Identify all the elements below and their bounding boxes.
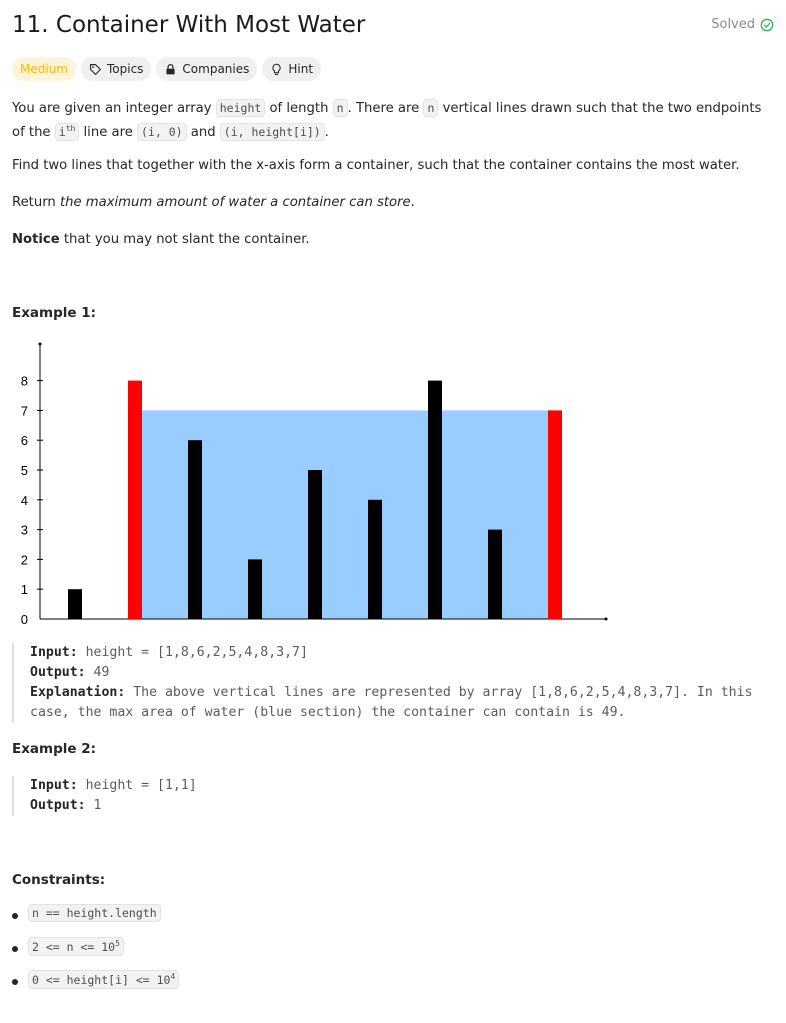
y-tick-label: 0	[20, 612, 28, 626]
bar	[368, 500, 382, 619]
description-paragraph-1: You are given an integer array height of length n . There are n vertical lines drawn such that the two endpoints of the $i^{th}$ line are (i, 0) and (i, height[i]) .	[12, 101, 762, 140]
y-axis-arrow	[39, 343, 42, 346]
check-circle-icon	[760, 18, 774, 32]
bar	[488, 530, 502, 619]
list-item: n == height.length	[12, 904, 179, 937]
y-tick-label: 8	[20, 373, 28, 389]
description-paragraph-3: Return the maximum amount of water a container can store.	[12, 195, 415, 210]
solved-status	[711, 17, 774, 32]
list-item: $2 <= n <= 10^5$	[12, 937, 179, 970]
inline-code: n	[423, 99, 438, 117]
example-1-block: Input: height = [1,8,6,2,5,4,8,3,7] Output: 49 Explanation: The above vertical lines are represented by array [1,8,6,2,5,4,8,3,7]. In this case, the max area of water (blue section) the container can contain is 49.	[12, 643, 774, 723]
description-paragraph-2: Find two lines that together with the x-axis form a container, such that the container contains the most water.	[12, 158, 740, 173]
inline-code: (i, height[i])	[220, 123, 325, 141]
topics-button[interactable]	[81, 57, 151, 81]
hint-label: Hint	[288, 62, 314, 76]
bar	[308, 470, 322, 619]
description-paragraph-4: Notice that you may not slant the container.	[12, 232, 310, 247]
lightbulb-icon	[270, 63, 283, 76]
y-tick-label: 1	[20, 582, 28, 598]
inline-code: n	[333, 99, 348, 117]
lock-icon	[164, 63, 177, 76]
y-tick-label: 3	[20, 522, 28, 538]
y-tick-label: 6	[20, 433, 28, 449]
example-1-heading: Example 1:	[12, 305, 97, 321]
bar	[248, 559, 262, 619]
container-chart	[0, 336, 620, 626]
companies-button[interactable]	[156, 57, 257, 81]
companies-label: Companies	[182, 62, 250, 76]
tag-icon	[89, 63, 102, 76]
tag-bar	[12, 57, 321, 81]
bar	[428, 381, 442, 619]
highlight-bar	[548, 410, 562, 619]
y-tick-label: 4	[20, 492, 28, 508]
solved-label: Solved	[711, 17, 755, 32]
list-item: 0 <= height[i] <= $10^4$	[12, 970, 179, 1003]
constraints-list	[0, 904, 179, 1003]
constraints-heading: Constraints:	[12, 872, 106, 888]
example-2-heading: Example 2:	[12, 741, 97, 757]
difficulty-label: Medium	[20, 62, 68, 76]
inline-code: height	[216, 99, 266, 117]
highlight-bar	[128, 381, 142, 619]
y-tick-label: 2	[20, 552, 28, 568]
hint-button[interactable]	[262, 57, 321, 81]
inline-code: (i, 0)	[137, 123, 187, 141]
y-tick-label: 7	[20, 403, 28, 419]
inline-code: $i^{th}$	[55, 123, 80, 141]
topics-label: Topics	[106, 62, 144, 76]
example-2-block: Input: height = [1,1] Output: 1	[12, 776, 774, 816]
bar	[68, 589, 82, 619]
difficulty-badge[interactable]	[12, 57, 76, 81]
x-axis-arrow	[605, 618, 608, 621]
y-tick-label: 5	[20, 463, 28, 478]
bar	[188, 440, 202, 619]
page-title: 11. Container With Most Water	[12, 12, 366, 38]
